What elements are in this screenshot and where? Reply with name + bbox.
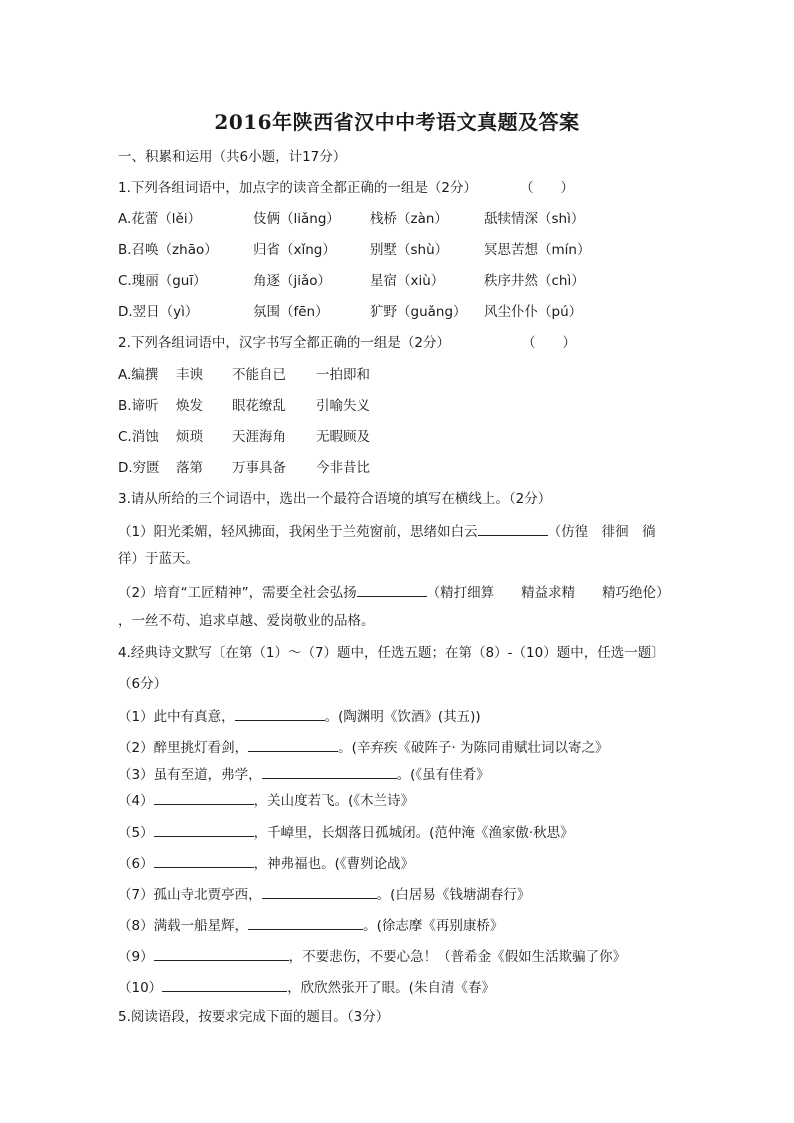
q3-blank-1[interactable] <box>478 521 548 536</box>
question-3-part-2-cont: ，一丝不苟、追求卓越、爱岗敬业的品格。 <box>118 613 375 629</box>
q4-item-10-post: ，欣欣然张开了眼。(朱自清《春》 <box>287 980 495 996</box>
q2-option-d-2: 落第 <box>176 460 203 476</box>
question-3-part-1-cont: 徉）于蓝天。 <box>118 551 199 567</box>
q1-option-c-1: C.瑰丽（guī） <box>118 273 207 289</box>
section-heading: 一、积累和运用（共6小题，计17分） <box>118 149 347 165</box>
q4-item-10-pre: （10） <box>118 980 163 996</box>
q4-item-7-pre: （7）孤山寺北贾亭西， <box>118 887 262 903</box>
q4-item-3-post: 。(《虽有佳肴》 <box>396 767 490 783</box>
q1-option-b-4: 冥思苦想（mín） <box>484 242 591 258</box>
q4-item-1-pre: （1）此中有真意， <box>118 709 235 725</box>
q2-option-c-4: 无暇顾及 <box>316 429 370 445</box>
q1-option-c-2: 角逐（jiǎo） <box>253 273 332 289</box>
question-3-part-1 <box>118 521 656 541</box>
question-1-answer-paren: （ ） <box>520 180 574 196</box>
q3-part1-text: （1）阳光柔媚，轻风拂面，我闲坐于兰苑窗前，思绪如白云 <box>118 524 478 540</box>
q2-option-b-1: B.谛听 <box>118 398 159 414</box>
q3-blank-2[interactable] <box>357 582 427 597</box>
question-4-stem: 4.经典诗文默写〔在第（1）～（7）题中，任选五题；在第（8）-（10）题中，任选一题〕 <box>118 645 665 661</box>
question-3-part-2 <box>118 582 670 602</box>
q4-item-6-post: ，神弗福也。(《曹刿论战》 <box>253 856 415 872</box>
q4-item-4 <box>118 790 414 810</box>
q4-item-7-post: 。(白居易《钱塘湖春行》 <box>376 887 531 903</box>
q4-item-3-pre: （3）虽有至道，弗学， <box>118 767 262 783</box>
q1-option-a-1: A.花蕾（lěi） <box>118 211 202 227</box>
q1-option-a-2: 伎俩（liǎng） <box>253 211 340 227</box>
q4-item-10 <box>118 977 495 997</box>
q4-blank-9[interactable] <box>154 946 289 961</box>
q4-blank-6[interactable] <box>154 853 254 868</box>
q2-option-a-4: 一拍即和 <box>316 367 370 383</box>
q2-option-d-1: D.穷匮 <box>118 460 160 476</box>
q3-part1-choices: （仿徨 徘徊 徜 <box>547 524 656 540</box>
q1-option-d-3: 犷野（guǎng） <box>370 304 467 320</box>
q2-option-b-3: 眼花缭乱 <box>232 398 286 414</box>
q4-item-4-post: ，关山度若飞。(《木兰诗》 <box>253 793 415 809</box>
q1-option-a-3: 栈桥（zàn） <box>370 211 448 227</box>
q1-option-c-4: 秩序井然（chì） <box>484 273 585 289</box>
q1-option-a-4: 舐犊情深（shì） <box>484 211 585 227</box>
page-title: 2016年陕西省汉中中考语文真题及答案 <box>214 110 580 134</box>
question-2-stem: 2.下列各组词语中，汉字书写全都正确的一组是（2分） <box>118 335 450 351</box>
q1-option-d-1: D.翌日（yì） <box>118 304 199 320</box>
q4-item-8-pre: （8）满载一船星辉， <box>118 918 249 934</box>
q1-option-b-3: 别墅（shù） <box>370 242 449 258</box>
q4-item-2 <box>118 737 608 757</box>
q4-item-6-pre: （6） <box>118 856 154 872</box>
q4-blank-8[interactable] <box>248 915 363 930</box>
question-3-stem: 3.请从所给的三个词语中，选出一个最符合语境的填写在横线上。（2分） <box>118 491 552 507</box>
q4-item-3 <box>118 764 490 784</box>
q4-item-4-pre: （4） <box>118 793 154 809</box>
q1-option-d-4: 风尘仆仆（pú） <box>484 304 583 320</box>
q1-option-b-1: B.召唤（zhāo） <box>118 242 218 258</box>
q2-option-d-3: 万事具备 <box>232 460 286 476</box>
q2-option-c-3: 天涯海角 <box>232 429 286 445</box>
q4-item-5-pre: （5） <box>118 825 154 841</box>
q2-option-c-1: C.消蚀 <box>118 429 159 445</box>
q2-option-c-2: 烦琐 <box>176 429 203 445</box>
q2-option-b-4: 引喻失义 <box>316 398 370 414</box>
question-4-score: （6分） <box>118 676 168 692</box>
q4-item-9-pre: （9） <box>118 949 154 965</box>
q4-blank-1[interactable] <box>235 706 325 721</box>
q1-option-c-3: 星宿（xiù） <box>370 273 445 289</box>
q4-blank-2[interactable] <box>248 737 338 752</box>
q2-option-d-4: 今非昔比 <box>316 460 370 476</box>
q4-item-9 <box>118 946 626 966</box>
q4-item-8-post: 。(徐志摩《再别康桥》 <box>363 918 504 934</box>
q4-item-1-post: 。(陶渊明《饮酒》(其五)) <box>324 709 481 725</box>
q4-blank-7[interactable] <box>262 884 377 899</box>
q1-option-d-2: 氛围（fēn） <box>253 304 329 320</box>
q3-part2-choices: （精打细算 精益求精 精巧绝伦） <box>426 585 670 601</box>
q4-blank-10[interactable] <box>162 977 287 992</box>
q4-item-2-pre: （2）醉里挑灯看剑， <box>118 740 249 756</box>
q2-option-a-1: A.编撰 <box>118 367 159 383</box>
question-5-stem: 5.阅读语段，按要求完成下面的题目。（3分） <box>118 1009 390 1025</box>
q4-blank-3[interactable] <box>262 764 397 779</box>
q4-item-6 <box>118 853 414 873</box>
q1-option-b-2: 归省（xǐng） <box>253 242 336 258</box>
q2-option-b-2: 焕发 <box>176 398 203 414</box>
q3-part2-text: （2）培育“工匠精神”，需要全社会弘扬 <box>118 585 357 601</box>
question-1-stem: 1.下列各组词语中，加点字的读音全都正确的一组是（2分） <box>118 180 477 196</box>
q2-option-a-2: 丰谀 <box>176 367 203 383</box>
q4-item-5 <box>118 822 574 842</box>
q4-item-2-post: 。(辛弃疾《破阵子· 为陈同甫赋壮词以寄之》 <box>338 740 609 756</box>
q4-item-7 <box>118 884 530 904</box>
q4-item-5-post: ，千嶂里，长烟落日孤城闭。(范仲淹《渔家傲·秋思》 <box>253 825 574 841</box>
q4-item-1 <box>118 706 481 726</box>
q4-item-8 <box>118 915 503 935</box>
q4-item-9-post: ，不要悲伤，不要心急！（普希金《假如生活欺骗了你》 <box>288 949 627 965</box>
q4-blank-4[interactable] <box>154 790 254 805</box>
question-2-answer-paren: （ ） <box>522 335 576 351</box>
q2-option-a-3: 不能自已 <box>232 367 286 383</box>
q4-blank-5[interactable] <box>154 822 254 837</box>
